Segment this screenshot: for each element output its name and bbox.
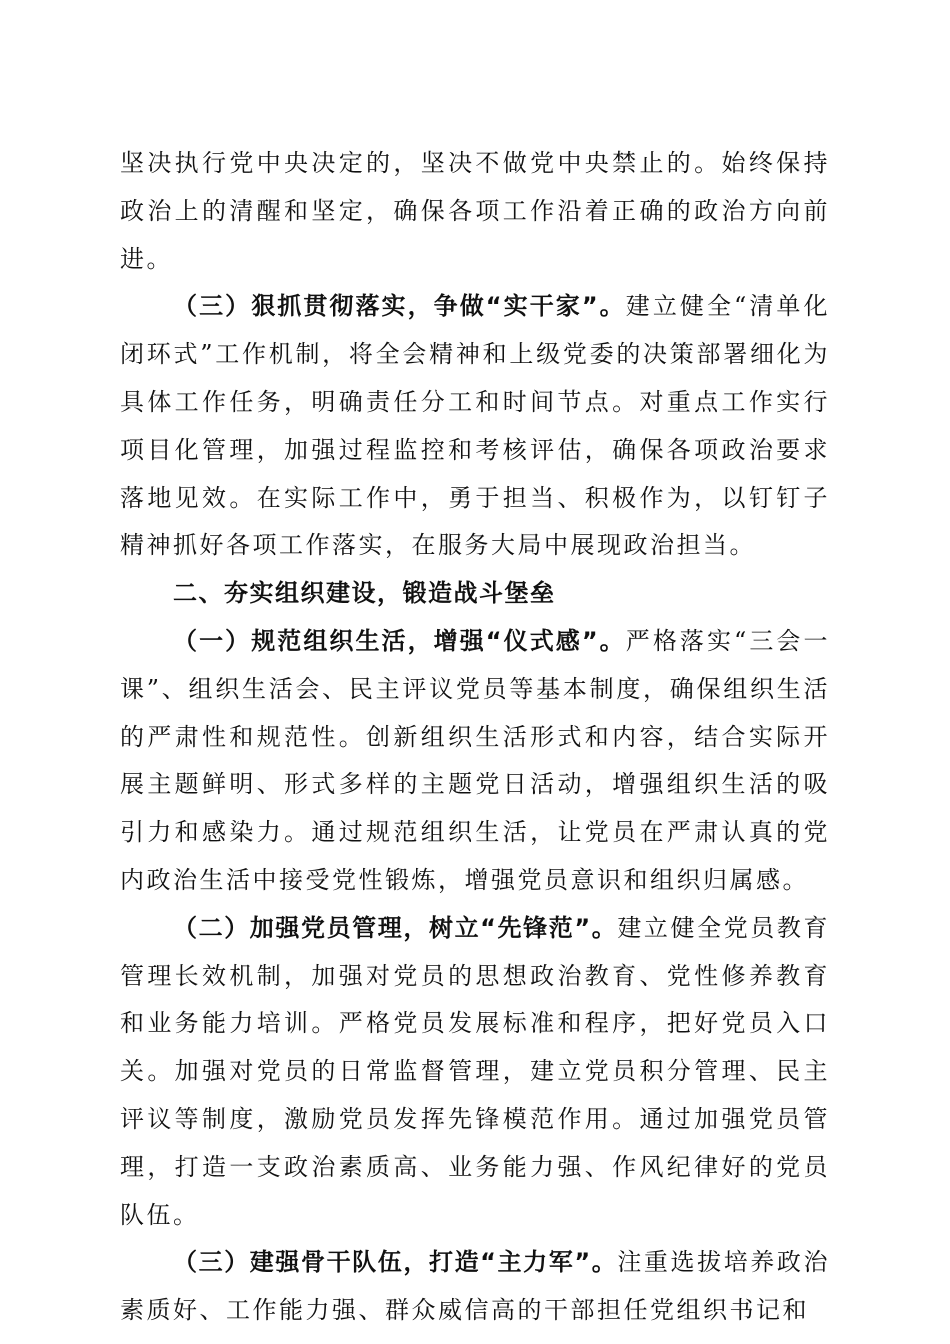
- paragraph-lead: （二）加强党员管理，树立“先锋范”。: [173, 913, 618, 942]
- paragraph-lead: （三）狠抓贯彻落实，争做“实干家”。: [173, 292, 626, 321]
- paragraph-text: 建立健全“清单化闭环式”工作机制，将全会精神和上级党委的决策部署细化为具体工作任务，明确责任分工和时间节点。对重点工作实行项目化管理，加强过程监控和考核评估，确保各项政治要求落地见效。在实际工作中，勇于担当、积极作为，以钉钉子精神抓好各项工作落实，在服务大局中展现政治担当。: [120, 292, 830, 560]
- paragraph-member-management: [120, 905, 830, 1240]
- paragraph-lead: （一）规范组织生活，增强“仪式感”。: [173, 626, 626, 655]
- section-heading: 二、夯实组织建设，锻造战斗堡垒: [173, 579, 556, 608]
- paragraph-text: 坚决执行党中央决定的，坚决不做党中央禁止的。始终保持政治上的清醒和坚定，确保各项工作沿着正确的政治方向前进。: [120, 149, 830, 273]
- paragraph-lead: （三）建强骨干队伍，打造“主力军”。: [173, 1248, 618, 1277]
- paragraph-organization-life: [120, 618, 830, 905]
- paragraph-text: 严格落实“三会一课”、组织生活会、民主评议党员等基本制度，确保组织生活的严肃性和规范性。创新组织生活形式和内容，结合实际开展主题鲜明、形式多样的主题党日活动，增强组织生活的吸引力和感染力。通过规范组织生活，让党员在严肃认真的党内政治生活中接受党性锻炼，增强党员意识和组织归属感。: [120, 626, 830, 894]
- paragraph-implementation: [120, 283, 830, 570]
- paragraph-text: 注重选拔培养政治素质好、工作能力强、群众威信高的干部担任党组织书记和: [120, 1248, 830, 1325]
- document-page: [120, 140, 830, 1335]
- paragraph-backbone-team: [120, 1239, 830, 1335]
- paragraph-continuation: [120, 140, 830, 283]
- paragraph-text: 建立健全党员教育管理长效机制，加强对党员的思想政治教育、党性修养教育和业务能力培训。严格党员发展标准和程序，把好党员入口关。加强对党员的日常监督管理，建立党员积分管理、民主评议等制度，激励党员发挥先锋模范作用。通过加强党员管理，打造一支政治素质高、业务能力强、作风纪律好的党员队伍。: [120, 913, 830, 1229]
